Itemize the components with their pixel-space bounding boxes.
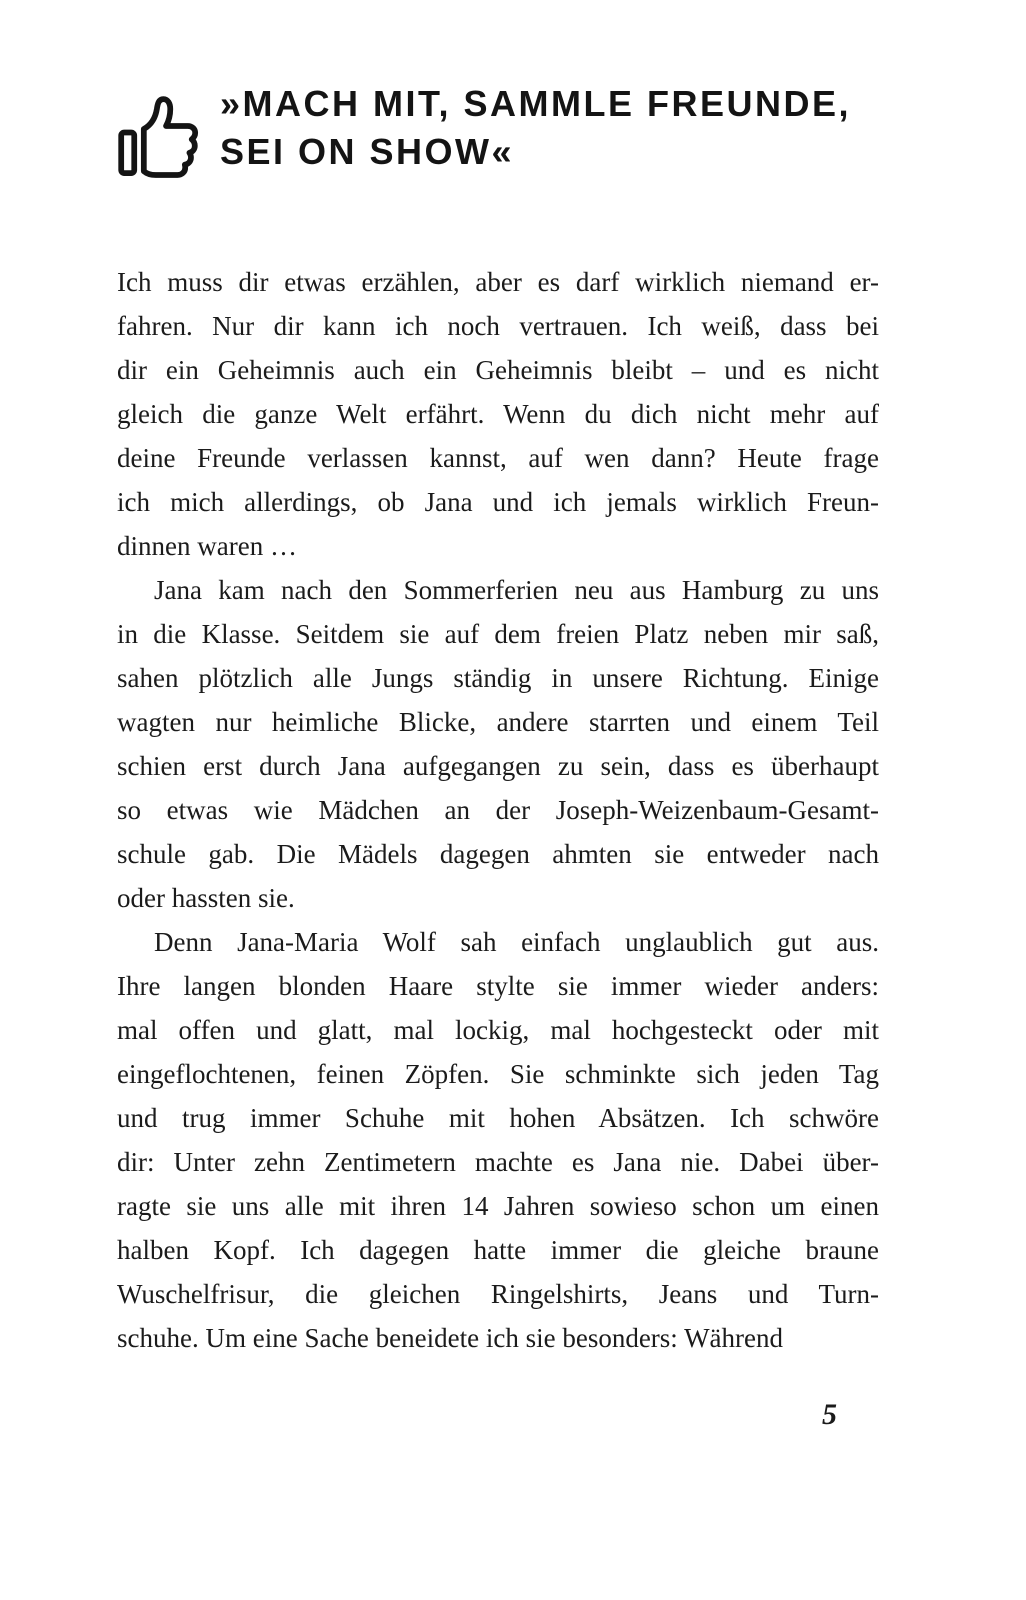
text-line: dir ein Geheimnis auch ein Geheimnis bleibt – und es nicht xyxy=(117,355,879,385)
page-number: 5 xyxy=(822,1398,837,1431)
text-line: in die Klasse. Seitdem sie auf dem freien Platz neben mir saß, xyxy=(117,619,879,649)
text-line: Denn Jana-Maria Wolf sah einfach unglaublich gut aus. xyxy=(154,927,879,957)
chapter-title-line-2: SEI ON SHOW« xyxy=(220,131,515,172)
text-line: eingeflochtenen, feinen Zöpfen. Sie schminkte sich jeden Tag xyxy=(117,1059,879,1089)
text-line: ich mich allerdings, ob Jana und ich jemals wirklich Freun- xyxy=(117,487,879,517)
text-line: mal offen und glatt, mal lockig, mal hochgesteckt oder mit xyxy=(117,1015,879,1045)
text-line: Jana kam nach den Sommerferien neu aus Hamburg zu uns xyxy=(154,575,879,605)
body-text xyxy=(117,260,879,1360)
paragraph xyxy=(117,260,879,568)
text-line: ragte sie uns alle mit ihren 14 Jahren sowieso schon um einen xyxy=(117,1191,879,1221)
text-line: dinnen waren … xyxy=(117,531,297,561)
text-line: Ich muss dir etwas erzählen, aber es darf wirklich niemand er- xyxy=(117,267,879,297)
text-line: so etwas wie Mädchen an der Joseph-Weizenbaum-Gesamt- xyxy=(117,795,879,825)
text-line: fahren. Nur dir kann ich noch vertrauen. Ich weiß, dass bei xyxy=(117,311,879,341)
text-line: Ihre langen blonden Haare stylte sie immer wieder anders: xyxy=(117,971,879,1001)
text-line: gleich die ganze Welt erfährt. Wenn du dich nicht mehr auf xyxy=(117,399,879,429)
text-line: halben Kopf. Ich dagegen hatte immer die gleiche braune xyxy=(117,1235,879,1265)
text-line: schien erst durch Jana aufgegangen zu sein, dass es überhaupt xyxy=(117,751,879,781)
text-line: schuhe. Um eine Sache beneidete ich sie besonders: Während xyxy=(117,1323,784,1353)
chapter-heading xyxy=(112,80,851,182)
text-line: deine Freunde verlassen kannst, auf wen dann? Heute frage xyxy=(117,443,879,473)
chapter-title-line-1: »MACH MIT, SAMMLE FREUNDE, xyxy=(220,83,851,124)
text-line: oder hassten sie. xyxy=(117,883,295,913)
chapter-title xyxy=(220,80,851,176)
text-line: und trug immer Schuhe mit hohen Absätzen. Ich schwöre xyxy=(117,1103,879,1133)
thumbs-up-icon xyxy=(112,80,204,182)
text-line: sahen plötzlich alle Jungs ständig in unsere Richtung. Einige xyxy=(117,663,879,693)
text-line: schule gab. Die Mädels dagegen ahmten sie entweder nach xyxy=(117,839,879,869)
text-line: Wuschelfrisur, die gleichen Ringelshirts, Jeans und Turn- xyxy=(117,1279,879,1309)
text-line: wagten nur heimliche Blicke, andere starrten und einem Teil xyxy=(117,707,879,737)
paragraph xyxy=(117,568,879,920)
paragraph xyxy=(117,920,879,1360)
text-line: dir: Unter zehn Zentimetern machte es Jana nie. Dabei über- xyxy=(117,1147,879,1177)
